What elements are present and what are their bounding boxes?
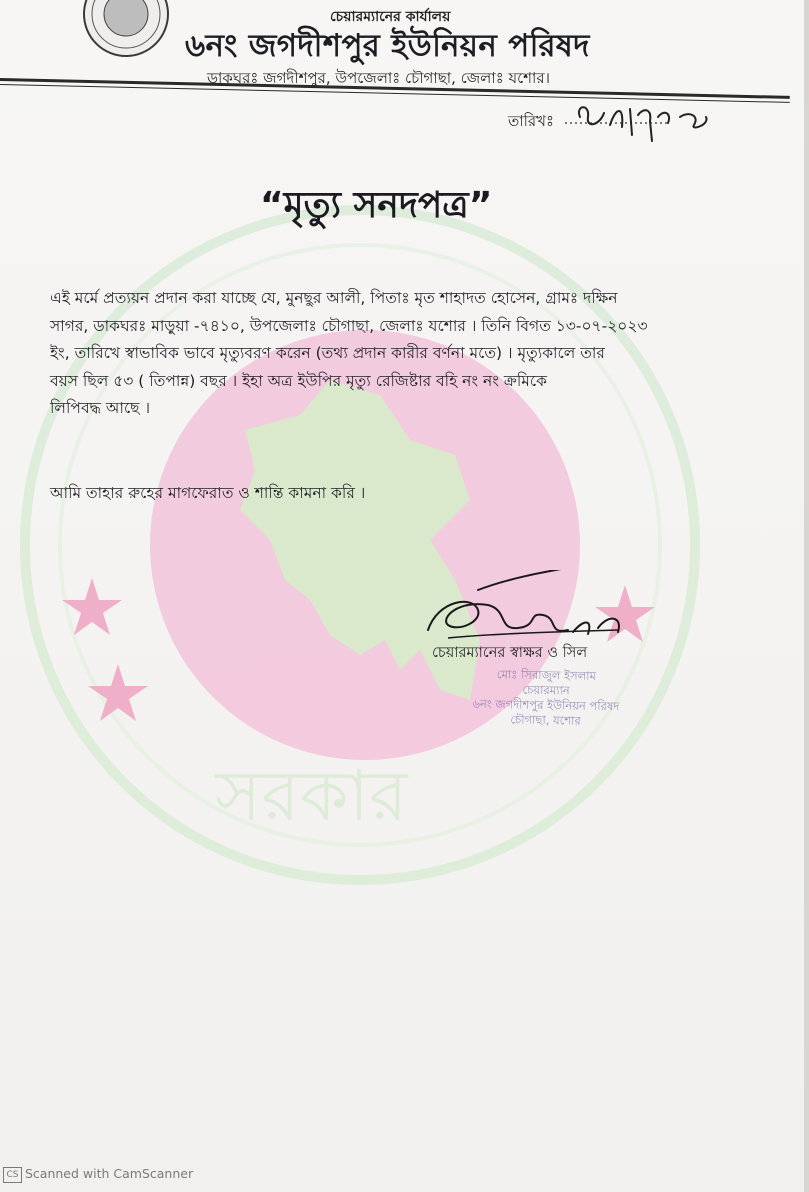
body-line: সাগর, ডাকঘরঃ মাড়ুয়া -৭৪১০, উপজেলাঃ চৌগাছা, জেলাঃ যশোর । তিনি বিগত ১৩-০৭-২০২৩ [50,316,648,335]
closing-prayer: আমি তাহার রুহের মাগফেরাত ও শান্তি কামনা করি । [50,484,366,502]
stamp-line: মোঃ সিরাজুল ইসলাম [496,667,597,683]
body-line: লিপিবদ্ধ আছে । [50,399,151,417]
scanner-footer-text: Scanned with CamScanner [25,1166,194,1181]
government-seal-logo [80,0,172,58]
body-line: বয়স ছিল ৫৩ ( তিপান্ন) বছর । ইহা অত্র ইউপির মৃত্যু রেজিষ্টার বহি নং নং ক্রমিকে [50,371,547,390]
chairman-stamp [445,666,646,729]
body-line: এই মর্মে প্রত্যয়ন প্রদান করা যাচ্ছে যে, মুনছুর আলী, পিতাঃ মৃত শাহাদত হোসেন, গ্রামঃ দক্ষিন [50,289,618,307]
council-name: ৬নং জগদীশপুর ইউনিয়ন পরিষদ [185,28,590,64]
certificate-body [50,285,700,423]
stamp-line: ৬নং জগদীশপুর ইউনিয়ন পরিষদ [472,696,620,714]
certificate-title: “মৃত্যু সনদপত্র” [260,185,493,226]
camscanner-icon: CS [3,1167,22,1183]
council-address: ডাকঘরঃ জগদীশপুর, উপজেলাঃ চৌগাছা, জেলাঃ যশোর। [207,69,550,87]
scanner-footer [3,1166,193,1183]
signature-label: চেয়ারম্যানের স্বাক্ষর ও সিল [432,645,588,661]
stamp-line: চেয়ারম্যান [522,682,570,698]
watermark-text: সরকার [215,755,408,837]
office-title: চেয়ারম্যানের কার্যালয় [330,9,451,25]
handwritten-date [560,95,720,155]
date-label: তারিখঃ [508,112,554,130]
stamp-line: চৌগাছা, যশোর [510,712,581,728]
page-edge [804,0,809,1192]
body-line: ইং, তারিখে স্বাভাবিক ভাবে মৃত্যুবরণ করেন (তথ্য প্রদান কারীর বর্ণনা মতে) । মৃত্যুকালে তার [50,344,605,362]
